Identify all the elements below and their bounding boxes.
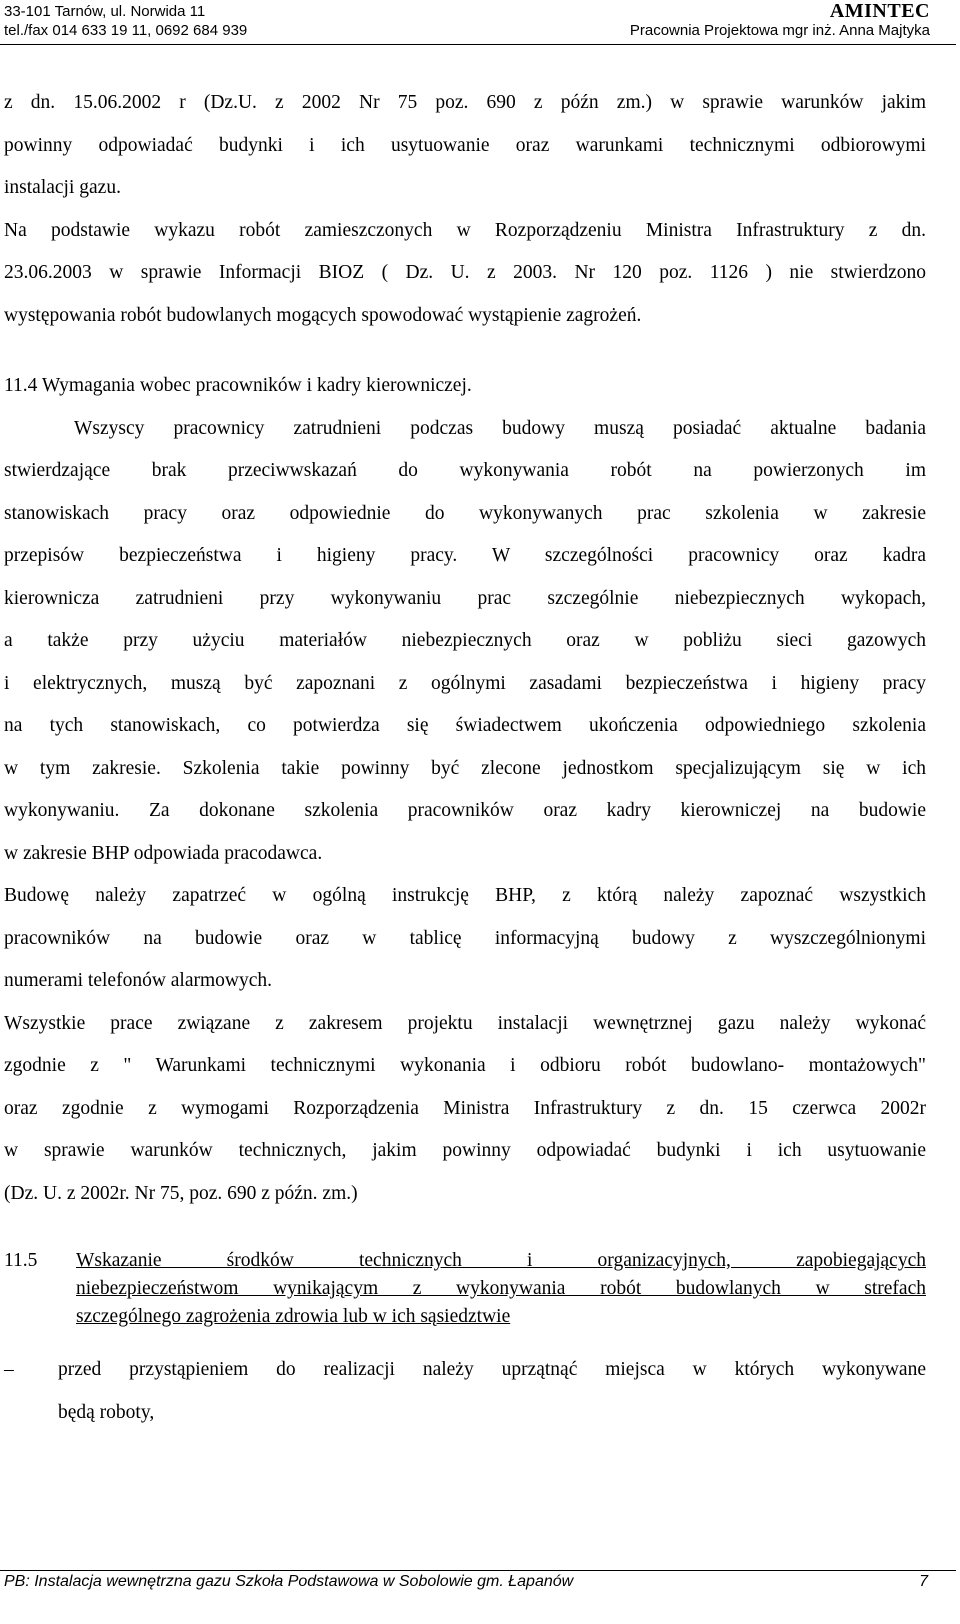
section-11-4-heading: 11.4 Wymagania wobec pracowników i kadry kierowniczej. [4, 375, 472, 396]
footer-divider [0, 1570, 956, 1571]
intro-line: powinny odpowiadać budynki i ich usytuowanie oraz warunkami technicznymi odbiorowymi [4, 134, 926, 156]
header-studio: Pracownia Projektowa mgr inż. Anna Majtyka [629, 22, 930, 39]
section-11-5-heading [4, 1247, 926, 1331]
list-item-line: będą roboty, [58, 1401, 155, 1423]
para3-line: oraz zgodnie z wymogami Rozporządzenia Ministra Infrastruktury z dn. 15 czerwca 2002r [4, 1097, 926, 1119]
para1-line: i elektrycznych, muszą być zapoznani z ogólnymi zasadami bezpieczeństwa i higieny pracy [4, 672, 926, 694]
para2-line: Budowę należy zapatrzeć w ogólną instrukcję BHP, z którą należy zapoznać wszystkich [4, 885, 926, 906]
para3-line: Wszystkie prace związane z zakresem projektu instalacji wewnętrznej gazu należy wykonać [4, 1012, 926, 1034]
page-number: 7 [919, 1573, 928, 1590]
page-header [0, 0, 960, 44]
para1-line: stanowiskach pracy oraz odpowiednie do wykonywanych prac szkolenia w zakresie [4, 502, 926, 524]
para1-line: w tym zakresie. Szkolenia takie powinny być zlecone jednostkom specjalizującym się w ich [4, 757, 926, 779]
intro-line: 23.06.2003 w sprawie Informacji BIOZ ( Dz. U. z 2003. Nr 120 poz. 1126 ) nie stwierdzono [4, 262, 926, 283]
list-item [4, 1349, 926, 1434]
intro-line: instalacji gazu. [4, 177, 121, 198]
page-footer [4, 1573, 928, 1591]
intro-line: Na podstawie wykazu robót zamieszczonych w Rozporządzeniu Ministra Infrastruktury z dn. [4, 219, 926, 241]
document-body [4, 82, 926, 1434]
para3-line: (Dz. U. z 2002r. Nr 75, poz. 690 z późn. zm.) [4, 1182, 358, 1204]
section-title-line: niebezpieczeństwom wynikającym z wykonywania robót budowlanych w strefach [76, 1278, 926, 1299]
para1-line: wykonywaniu. Za dokonane szkolenia pracowników oraz kadry kierowniczej na budowie [4, 800, 926, 821]
section-title [76, 1247, 926, 1331]
section-title-line: szczególnego zagrożenia zdrowia lub w ich sąsiedztwie [76, 1306, 511, 1327]
section-number: 11.5 [4, 1250, 38, 1271]
intro-line: występowania robót budowlanych mogących spowodować wystąpienie zagrożeń. [4, 304, 642, 326]
para1-line: w zakresie BHP odpowiada pracodawca. [4, 842, 323, 864]
para3-line: w sprawie warunków technicznych, jakim powinny odpowiadać budynki i ich usytuowanie [4, 1140, 926, 1161]
para1-line: na tych stanowiskach, co potwierdza się świadectwem ukończenia odpowiedniego szkolenia [4, 715, 926, 736]
dash-bullet: – [4, 1359, 14, 1380]
para3-line: zgodnie z " Warunkami technicznymi wykonania i odbioru robót budowlano- montażowych" [4, 1055, 926, 1076]
para1-line: przepisów bezpieczeństwa i higieny pracy. W szczególności pracownicy oraz kadra [4, 545, 926, 566]
para1-line: Wszyscy pracownicy zatrudnieni podczas budowy muszą posiadać aktualne badania [74, 417, 926, 439]
footer-project: PB: Instalacja wewnętrzna gazu Szkoła Podstawowa w Sobolowie gm. Łapanów [4, 1573, 574, 1590]
list-item-text [58, 1349, 926, 1434]
para2-line: numerami telefonów alarmowych. [4, 970, 273, 991]
para1-line: kierownicza zatrudnieni przy wykonywaniu prac szczególnie niebezpiecznych wykopach, [4, 587, 926, 609]
para1-line: stwierdzające brak przeciwwskazań do wykonywania robót na powierzonych im [4, 460, 926, 481]
header-brand: AMINTEC [829, 0, 930, 22]
header-divider [0, 44, 956, 45]
para2-line: pracowników na budowie oraz w tablicę informacyjną budowy z wyszczególnionymi [4, 927, 926, 949]
intro-line: z dn. 15.06.2002 r (Dz.U. z 2002 Nr 75 poz. 690 z późn zm.) w sprawie warunków jakim [4, 92, 926, 113]
section-title-line: Wskazanie środków technicznych i organizacyjnych, zapobiegających [76, 1250, 926, 1271]
header-address: 33-101 Tarnów, ul. Norwida 11 [4, 3, 206, 20]
list-item-line: przed przystąpieniem do realizacji należy uprzątnąć miejsca w których wykonywane [58, 1359, 926, 1380]
para1-line: a także przy użyciu materiałów niebezpiecznych oraz w pobliżu sieci gazowych [4, 630, 926, 651]
header-phone: tel./fax 014 633 19 11, 0692 684 939 [4, 22, 248, 39]
